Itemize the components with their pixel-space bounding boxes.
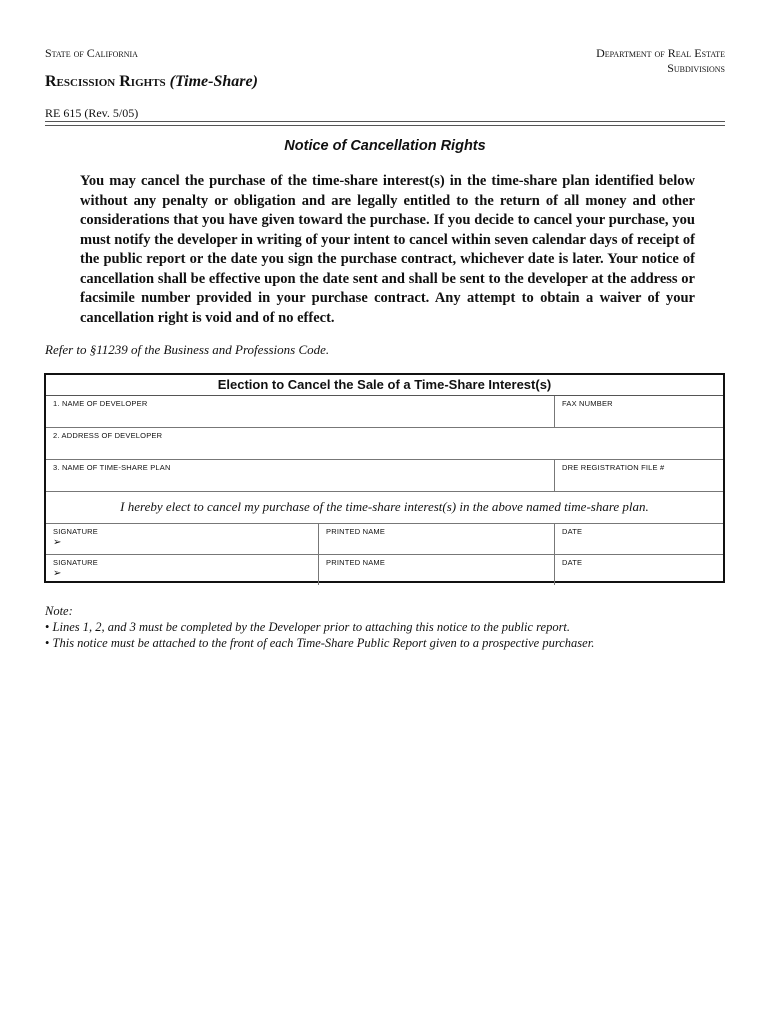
title-main: Rescission Rights xyxy=(45,73,166,90)
developer-name-label: 1. NAME OF DEVELOPER xyxy=(53,399,148,408)
notes-section xyxy=(45,603,594,651)
date-label: DATE xyxy=(562,527,583,536)
printed-name-label: PRINTED NAME xyxy=(326,558,386,567)
arrow-icon: ➢ xyxy=(53,537,62,548)
dre-file-label: DRE REGISTRATION FILE # xyxy=(562,463,665,472)
document-title xyxy=(45,73,258,91)
date-field-2[interactable] xyxy=(554,555,723,585)
notes-heading: Note: xyxy=(45,604,73,618)
fax-number-field[interactable] xyxy=(554,396,723,427)
form-title: Election to Cancel the Sale of a Time-Share Interest(s) xyxy=(46,375,723,396)
signature-row-1 xyxy=(46,524,723,555)
notes-list xyxy=(45,619,594,651)
arrow-icon: ➢ xyxy=(53,568,62,579)
printed-name-field-2[interactable] xyxy=(318,555,554,585)
notice-title: Notice of Cancellation Rights xyxy=(284,138,486,154)
header-left xyxy=(45,46,258,91)
code-reference: Refer to §11239 of the Business and Professions Code. xyxy=(45,342,330,357)
election-form xyxy=(44,373,725,583)
form-number: RE 615 (Rev. 5/05) xyxy=(45,106,139,120)
signature-field-2[interactable] xyxy=(46,555,318,585)
developer-row xyxy=(46,396,723,428)
printed-name-label: PRINTED NAME xyxy=(326,527,386,536)
department-label: Department of Real Estate xyxy=(596,46,725,60)
note-item: • Lines 1, 2, and 3 must be completed by the Developer prior to attaching this notice to the public report. xyxy=(45,619,594,635)
dre-file-field[interactable] xyxy=(554,460,723,491)
signature-label: SIGNATURE xyxy=(53,527,98,536)
fax-number-label: FAX NUMBER xyxy=(562,399,613,408)
developer-address-field[interactable] xyxy=(46,428,723,459)
plan-row xyxy=(46,460,723,492)
state-label: State of California xyxy=(45,46,138,60)
division-label: Subdivisions xyxy=(667,61,725,75)
plan-name-field[interactable] xyxy=(46,460,554,491)
election-statement: I hereby elect to cancel my purchase of the time-share interest(s) in the above named time-share plan. xyxy=(46,492,723,524)
header-right xyxy=(596,46,725,76)
developer-name-field[interactable] xyxy=(46,396,554,427)
title-paren: (Time-Share) xyxy=(169,73,258,90)
date-field-1[interactable] xyxy=(554,524,723,554)
header-rule-bottom xyxy=(45,125,725,126)
header-rule-top xyxy=(45,121,725,122)
developer-address-label: 2. ADDRESS OF DEVELOPER xyxy=(53,431,163,440)
address-row xyxy=(46,428,723,460)
date-label: DATE xyxy=(562,558,583,567)
plan-name-label: 3. NAME OF TIME-SHARE PLAN xyxy=(53,463,171,472)
signature-field-1[interactable] xyxy=(46,524,318,554)
note-item: • This notice must be attached to the front of each Time-Share Public Report given to a prospective purchaser. xyxy=(45,635,594,651)
notice-body: You may cancel the purchase of the time-share interest(s) in the time-share plan identified below without any penalty or obligation and are legally entitled to the return of all money and other considerations that you have given toward the purchase. If you decide to cancel your purchase, you must notify the developer in writing of your intent to cancel within seven calendar days of receipt of the public report or the date you sign the purchase contract, whichever date is later. Your notice of cancellation shall be effective upon the date sent and shall be sent to the developer at the address or facsimile number provided in your purchase contract. Any attempt to obtain a waiver of your cancellation right is void and of no effect. xyxy=(80,173,695,326)
signature-row-2 xyxy=(46,555,723,585)
printed-name-field-1[interactable] xyxy=(318,524,554,554)
signature-label: SIGNATURE xyxy=(53,558,98,567)
